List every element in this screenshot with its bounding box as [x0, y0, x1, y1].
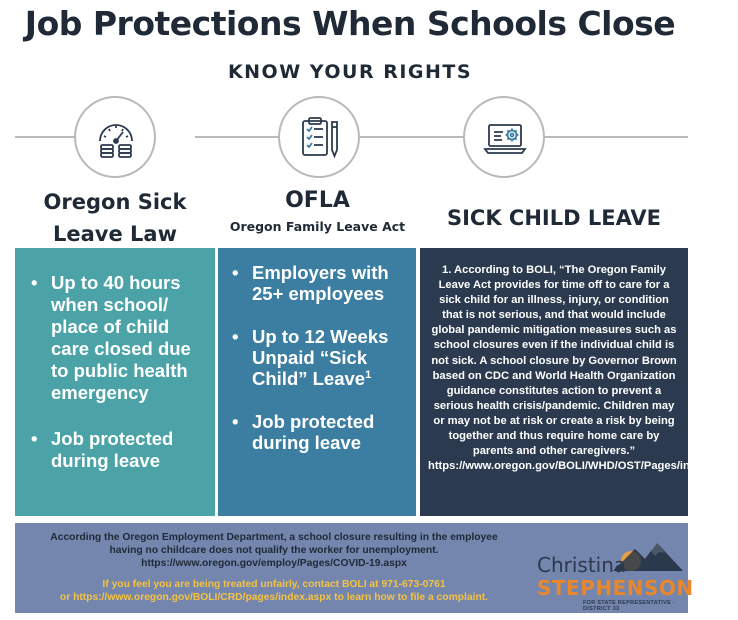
page-title: Job Protections When Schools Close: [24, 4, 676, 43]
list-item: • Job protected during leave: [31, 428, 205, 472]
divider-center-right: [360, 136, 465, 138]
sick-leave-bullets: [15, 248, 215, 472]
list-item: [232, 326, 410, 389]
logo-first-name: Christina: [537, 553, 627, 577]
footnote-marker: 1: [365, 368, 372, 381]
clock-coins-icon: [74, 96, 156, 178]
list-item: • Job protected during leave: [232, 411, 410, 453]
list-item: • Employers with 25+ employees: [232, 262, 410, 304]
divider-center-left: [195, 136, 280, 138]
sick-child-leave-heading: SICK CHILD LEAVE: [446, 206, 661, 230]
footer-line-2: having no childcare does not qualify the worker for unemployment.: [109, 545, 439, 556]
sick-child-leave-text: 1. According to BOLI, “The Oregon Family Leave Act provides for time off to care for a sick child for an illness, injury, or condition that is not serious, and that would include global pandemic mitigation measures such as school closures even if the individual child is not sick. A school closure by Governor Brown based on CDC and World Health Organization guidance constitutes action to prevent a serious health crisis/pandemic. Children may or may not be at risk or create a risk by being together and thus require home care by parents and other caregivers.” https://www.oregon.gov/BOLI/WHD/OST/Pages/index.aspx: [428, 264, 738, 473]
logo-tagline: FOR STATE REPRESENTATIVE · DISTRICT 33: [583, 600, 676, 612]
footer-link-boli[interactable]: or https://www.oregon.gov/BOLI/CRD/pages/index.aspx to learn how to file a complaint.: [59, 592, 489, 603]
campaign-logo: [537, 533, 694, 612]
logo-last-name: STEPHENSON: [537, 576, 694, 600]
sick-leave-panel: [15, 248, 215, 516]
ofla-heading: OFLA: [285, 188, 350, 213]
list-item-text: Up to 12 Weeks Unpaid “Sick Child” Leave: [252, 326, 389, 389]
page-subtitle: KNOW YOUR RIGHTS: [227, 61, 473, 83]
ofla-bullets: [218, 248, 416, 453]
sick-leave-heading-line2: Leave Law: [53, 222, 177, 246]
sick-leave-heading-line1: Oregon Sick: [43, 190, 187, 214]
list-item: • Up to 40 hours when school/ place of child care closed due to public health emergency: [31, 272, 205, 404]
sick-leave-heading: [15, 186, 215, 250]
footer-link-employ[interactable]: https://www.oregon.gov/employ/Pages/COVID-19.aspx: [141, 558, 407, 569]
footer-banner: [15, 523, 694, 613]
sick-child-leave-panel: [420, 248, 738, 516]
divider-right: [545, 136, 688, 138]
footer-line-4: If you feel you are being treated unfairly, contact BOLI at 971-673-0761: [102, 579, 446, 590]
ofla-subheading: Oregon Family Leave Act: [229, 219, 406, 234]
ofla-panel: [218, 248, 416, 516]
clipboard-pen-icon: [278, 96, 360, 178]
laptop-gear-icon: [463, 96, 545, 178]
footer-line-1: According the Oregon Employment Department, a school closure resulting in the employee: [50, 532, 498, 543]
